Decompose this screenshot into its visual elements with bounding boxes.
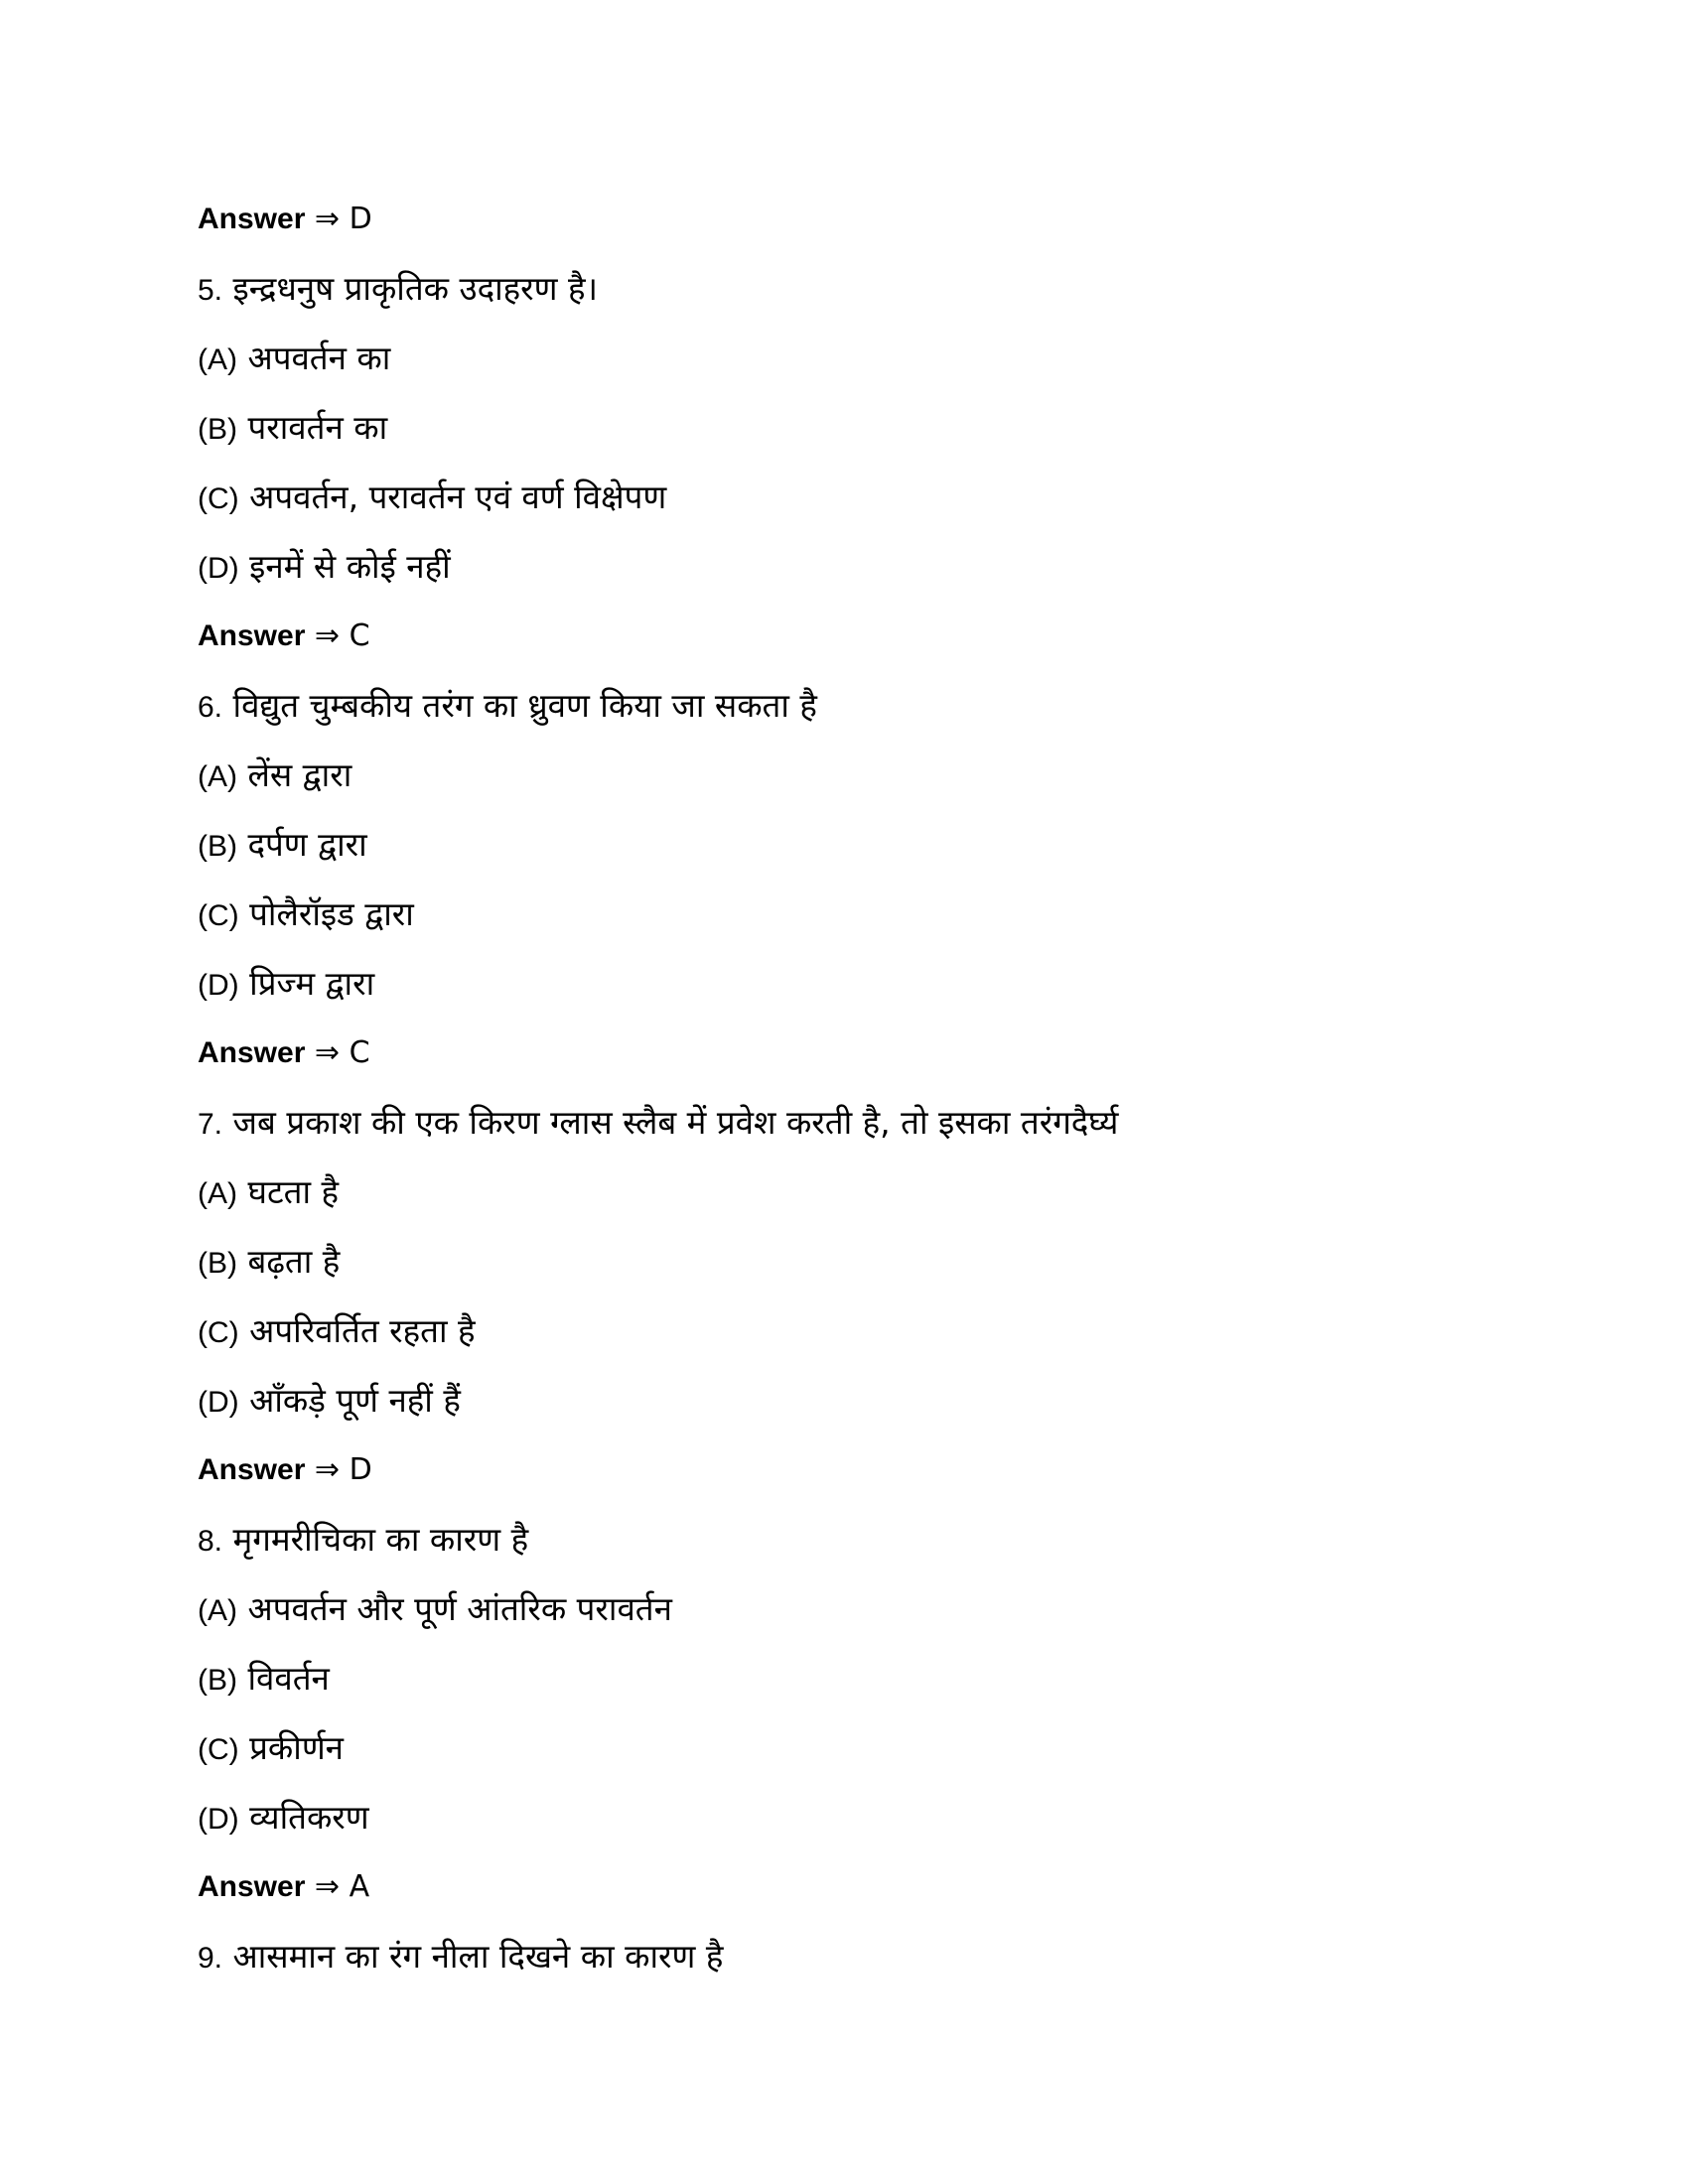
option-letter: (B) bbox=[198, 413, 237, 446]
option-d bbox=[198, 1793, 1488, 1862]
option-text: दर्पण द्वारा bbox=[247, 825, 367, 864]
option-letter: (D) bbox=[198, 1386, 239, 1419]
option-letter: (A) bbox=[198, 1177, 237, 1210]
option-text: अपवर्तन का bbox=[247, 339, 391, 377]
option-text: व्यतिकरण bbox=[249, 1798, 369, 1837]
option-b bbox=[198, 1654, 1488, 1723]
answer-label: Answer bbox=[198, 619, 306, 652]
answer-arrow: ⇒ bbox=[314, 1452, 341, 1487]
document-page bbox=[198, 195, 1488, 2001]
question-text: इन्द्रधनुष प्राकृतिक उदाहरण है। bbox=[232, 269, 599, 308]
option-text: लेंस द्वारा bbox=[247, 755, 352, 794]
option-text: प्रकीर्णन bbox=[249, 1728, 344, 1767]
option-b bbox=[198, 1237, 1488, 1306]
option-letter: (D) bbox=[198, 552, 239, 585]
option-text: प्रिज्म द्वारा bbox=[249, 964, 375, 1003]
answer-label: Answer bbox=[198, 1036, 306, 1069]
question-number: 9. bbox=[198, 1942, 223, 1975]
answer-value: D bbox=[349, 202, 372, 236]
answer-line bbox=[198, 1028, 1488, 1098]
option-c bbox=[198, 473, 1488, 542]
option-text: अपवर्तन और पूर्ण आंतरिक परावर्तन bbox=[247, 1589, 672, 1628]
answer-label: Answer bbox=[198, 1453, 306, 1486]
answer-value: C bbox=[349, 618, 370, 653]
option-letter: (C) bbox=[198, 899, 239, 932]
question-9 bbox=[198, 1932, 1488, 2001]
option-text: पोलैरॉइड द्वारा bbox=[249, 894, 414, 933]
option-a bbox=[198, 751, 1488, 820]
answer-line bbox=[198, 1862, 1488, 1932]
question-7 bbox=[198, 1098, 1488, 1167]
question-text: जब प्रकाश की एक किरण ग्लास स्लैब में प्रवेश करती है, तो इसका तरंगदैर्घ्य bbox=[232, 1103, 1119, 1142]
option-letter: (A) bbox=[198, 343, 237, 376]
option-letter: (D) bbox=[198, 1803, 239, 1836]
option-c bbox=[198, 889, 1488, 959]
option-a bbox=[198, 1167, 1488, 1237]
question-number: 6. bbox=[198, 691, 223, 724]
option-b bbox=[198, 403, 1488, 473]
answer-label: Answer bbox=[198, 203, 306, 235]
option-text: घटता है bbox=[247, 1172, 340, 1211]
option-text: अपरिवर्तित रहता है bbox=[249, 1311, 476, 1350]
option-letter: (A) bbox=[198, 1594, 237, 1627]
answer-arrow: ⇒ bbox=[314, 618, 341, 653]
option-text: आँकड़े पूर्ण नहीं हैं bbox=[249, 1381, 461, 1420]
option-letter: (D) bbox=[198, 969, 239, 1002]
option-text: इनमें से कोई नहीं bbox=[249, 547, 451, 586]
question-text: विद्युत चुम्बकीय तरंग का ध्रुवण किया जा सकता है bbox=[232, 686, 817, 725]
question-number: 7. bbox=[198, 1108, 223, 1141]
option-d bbox=[198, 542, 1488, 612]
question-8 bbox=[198, 1515, 1488, 1584]
question-text: आसमान का रंग नीला दिखने का कारण है bbox=[232, 1937, 724, 1976]
option-letter: (B) bbox=[198, 830, 237, 863]
answer-value: C bbox=[349, 1035, 370, 1070]
option-d bbox=[198, 1376, 1488, 1445]
option-letter: (C) bbox=[198, 1316, 239, 1349]
answer-arrow: ⇒ bbox=[314, 1869, 341, 1904]
answer-line bbox=[198, 612, 1488, 681]
answer-value: A bbox=[349, 1869, 370, 1904]
option-c bbox=[198, 1723, 1488, 1793]
answer-label: Answer bbox=[198, 1870, 306, 1903]
option-c bbox=[198, 1306, 1488, 1376]
option-a bbox=[198, 1584, 1488, 1654]
option-text: परावर्तन का bbox=[247, 408, 388, 447]
answer-value: D bbox=[349, 1452, 372, 1487]
option-a bbox=[198, 334, 1488, 403]
option-letter: (A) bbox=[198, 760, 237, 793]
option-d bbox=[198, 959, 1488, 1028]
option-b bbox=[198, 820, 1488, 889]
option-text: बढ़ता है bbox=[247, 1242, 341, 1281]
option-letter: (C) bbox=[198, 1733, 239, 1766]
option-letter: (B) bbox=[198, 1247, 237, 1280]
answer-line bbox=[198, 1445, 1488, 1515]
answer-arrow: ⇒ bbox=[314, 202, 341, 236]
question-5 bbox=[198, 264, 1488, 334]
option-letter: (C) bbox=[198, 482, 239, 515]
option-text: अपवर्तन, परावर्तन एवं वर्ण विक्षेपण bbox=[249, 478, 667, 516]
option-text: विवर्तन bbox=[247, 1659, 330, 1698]
question-number: 8. bbox=[198, 1525, 223, 1558]
question-number: 5. bbox=[198, 274, 223, 307]
answer-arrow: ⇒ bbox=[314, 1035, 341, 1070]
question-6 bbox=[198, 681, 1488, 751]
question-text: मृगमरीचिका का कारण है bbox=[232, 1520, 529, 1559]
option-letter: (B) bbox=[198, 1664, 237, 1697]
answer-line bbox=[198, 195, 1488, 264]
